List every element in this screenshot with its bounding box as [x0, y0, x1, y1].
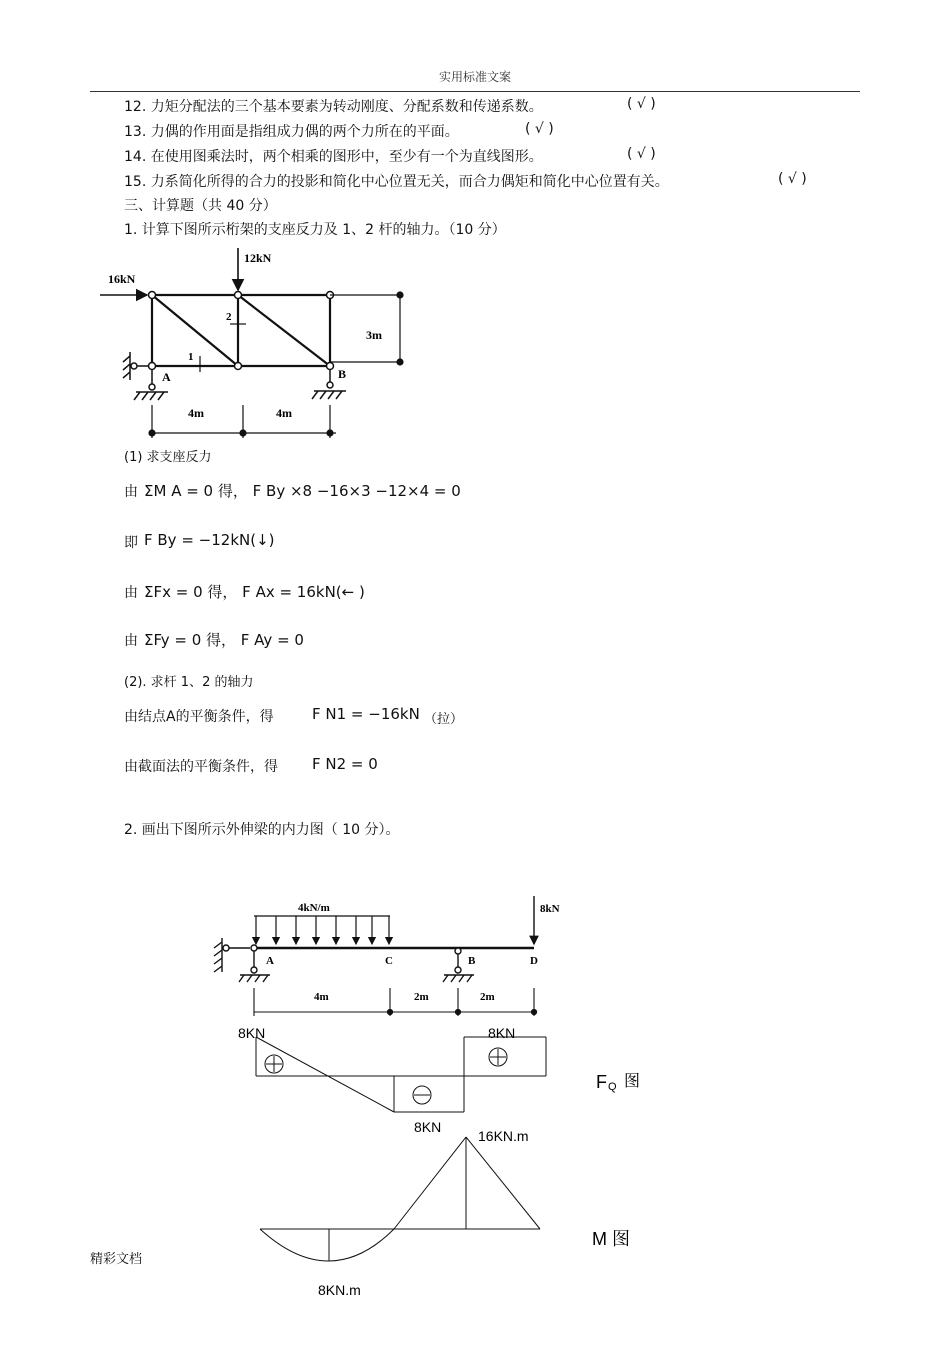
page-footer: 精彩文档 — [90, 1252, 143, 1267]
minus-icon-middle — [413, 1086, 431, 1104]
span-dimension — [149, 405, 336, 438]
shear-title-main: F — [596, 1072, 607, 1092]
shear-diagram — [230, 1020, 670, 1140]
eq3-prefix: 由 — [124, 585, 138, 601]
bar1-label: 1 — [188, 351, 194, 363]
eq5-prefix: 由结点A的平衡条件，得 — [124, 709, 274, 725]
shear-label-right: 8KN — [488, 1025, 516, 1041]
truss-joints — [149, 292, 334, 370]
beam-support-a — [214, 938, 270, 982]
tf-item-13: 13. 力偶的作用面是指组成力偶的两个力所在的平面。 — [124, 124, 459, 140]
node-b-label: B — [338, 367, 347, 381]
step2-title: (2). 求杆 1、2 的轴力 — [124, 675, 254, 690]
eq5-fn1: F N1 = −16kN — [312, 705, 420, 723]
moment-label-top: 16KN.m — [478, 1128, 529, 1144]
point-load-label: 8kN — [540, 903, 560, 915]
plus-icon-right — [489, 1048, 507, 1066]
eq2-prefix: 即 — [124, 535, 138, 551]
shear-label-left: 8KN — [238, 1025, 266, 1041]
beam-figure — [200, 890, 580, 1020]
beam-node-a: A — [266, 955, 274, 967]
problem2-title: 2. 画出下图所示外伸梁的内力图（ 10 分）。 — [124, 822, 400, 838]
eq1-moment-a: ΣM A = 0 得， F By ×8 −16×3 −12×4 = 0 — [144, 482, 461, 500]
beam-node-c: C — [385, 955, 393, 967]
span-cb-label: 2m — [414, 991, 429, 1003]
load-16kn-label: 16kN — [108, 272, 136, 286]
load-12kn-label: 12kN — [244, 251, 272, 265]
truss-members — [152, 295, 330, 366]
problem1-title: 1. 计算下图所示桁架的支座反力及 1、2 杆的轴力。（10 分） — [124, 222, 506, 238]
eq5-note: （拉） — [424, 712, 464, 727]
moment-title: M 图 — [592, 1229, 630, 1249]
page-header: 实用标准文案 — [438, 70, 511, 84]
bar2-label: 2 — [226, 311, 232, 323]
beam-node-d: D — [530, 955, 538, 967]
span-ac-label: 4m — [314, 991, 329, 1003]
moment-label-bottom: 8KN.m — [318, 1282, 361, 1298]
tf-item-12: 12. 力矩分配法的三个基本要素为转动刚度、分配系数和传递系数。 — [124, 99, 543, 115]
eq2-fby: F By = −12kN(↓) — [144, 531, 275, 549]
tf-item-14: 14. 在使用图乘法时，两个相乘的图形中，至少有一个为直线图形。 — [124, 149, 543, 165]
eq4-prefix: 由 — [124, 633, 138, 649]
section-title: 三、计算题（共 40 分） — [124, 198, 277, 214]
shear-title-sub: Q — [608, 1081, 617, 1093]
moment-diagram — [230, 1125, 670, 1305]
eq6-prefix: 由截面法的平衡条件，得 — [124, 759, 278, 775]
tf-answer-13: ( √ ) — [525, 121, 554, 137]
eq3-fx: ΣFx = 0 得， F Ax = 16kN(← ) — [144, 583, 365, 601]
udl-arrows — [256, 916, 389, 944]
span-bd-label: 2m — [480, 991, 495, 1003]
plus-icon-left — [265, 1055, 283, 1073]
eq6-fn2: F N2 = 0 — [312, 755, 378, 773]
eq1-prefix: 由 — [124, 484, 138, 500]
height-label: 3m — [366, 328, 382, 342]
beam-node-b: B — [468, 955, 476, 967]
shear-title-suffix: 图 — [624, 1073, 641, 1090]
udl-label: 4kN/m — [298, 902, 330, 914]
tf-answer-12: ( √ ) — [627, 96, 656, 112]
header-rule — [90, 91, 860, 92]
node-a-label: A — [162, 370, 171, 384]
moment-outline — [260, 1137, 540, 1261]
tf-item-15: 15. 力系简化所得的合力的投影和简化中心位置无关，而合力偶矩和简化中心位置有关。 — [124, 174, 669, 190]
shear-outline — [256, 1037, 546, 1112]
eq4-fy: ΣFy = 0 得， F Ay = 0 — [144, 631, 304, 649]
span2-label: 4m — [276, 406, 292, 420]
step1-title: (1) 求支座反力 — [124, 450, 212, 465]
shear-label-bottom: 8KN — [414, 1119, 442, 1135]
tf-answer-14: ( √ ) — [627, 146, 656, 162]
tf-answer-15: ( √ ) — [778, 171, 807, 187]
truss-figure — [90, 240, 420, 445]
span1-label: 4m — [188, 406, 204, 420]
